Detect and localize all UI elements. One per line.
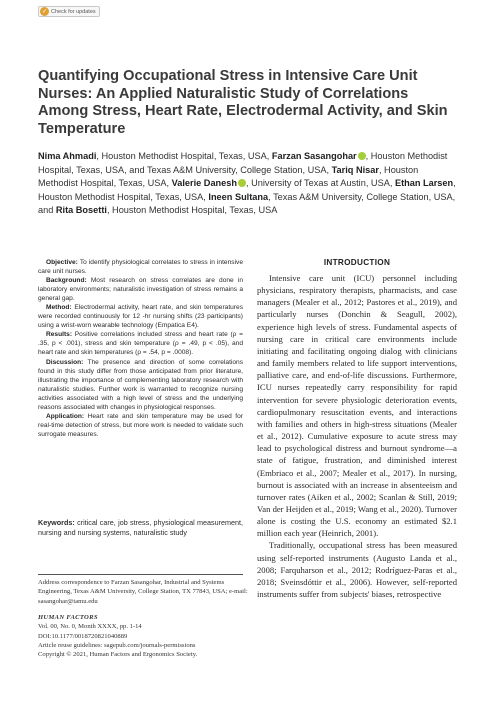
body-column <box>257 258 457 600</box>
author-list <box>38 150 458 218</box>
abstract-text: To identify physiological correlates to stress in intensive care unit nurses. <box>38 259 243 276</box>
author-affiliation: , Houston Methodist Hospital, Texas, USA <box>106 205 278 216</box>
author-affiliation: , Houston Methodist Hospital, Texas, USA, <box>38 178 456 202</box>
abstract-label: Application: <box>46 412 85 420</box>
abstract-paragraph <box>38 358 243 412</box>
abstract-paragraph <box>38 258 243 276</box>
author-affiliation: , University of Texas at Austin, USA, <box>246 178 395 189</box>
abstract-paragraph <box>38 276 243 303</box>
abstract-paragraph <box>38 303 243 330</box>
issue-info: Vol. 00, No. 0, Month XXXX, pp. 1-14 <box>38 623 142 631</box>
abstract-label: Results: <box>46 331 73 339</box>
abstract-paragraph <box>38 330 243 357</box>
abstract-text: Heart rate and skin temperature may be used for real-time detection of stress, but more work is needed to validate such surrogate measures. <box>38 412 243 438</box>
keywords <box>38 518 243 537</box>
orcid-icon[interactable] <box>358 152 366 160</box>
correspondence-note: Address correspondence to Farzan Sasangohar, Industrial and Systems Engineering, Texas A&M University, College Station, TX 77843, USA; e-mail: sasangohar@tamu.edu <box>38 579 248 605</box>
article-title: Quantifying Occupational Stress in Intensive Care Unit Nurses: An Applied Naturalistic Study of Correlations Among Stress, Heart Rate, Electrodermal Activity, and Skin Temperature <box>38 68 448 137</box>
badge-label: Check for updates <box>51 8 96 15</box>
abstract-label: Objective: <box>46 259 78 266</box>
abstract-text: Most research on stress correlates are done in laboratory environments; naturalistic investigation of stress remains a general gap. <box>38 277 243 303</box>
abstract-label: Method: <box>46 304 72 312</box>
introduction-text <box>257 272 457 600</box>
section-heading-introduction: INTRODUCTION <box>323 258 391 267</box>
author-name: Tariq Nisar <box>331 164 379 175</box>
author-name: Farzan Sasangohar <box>271 151 357 161</box>
abstract-paragraph <box>38 412 243 439</box>
keywords-text: critical care, job stress, physiological measurement, nursing and nursing systems, naturalistic study <box>38 518 243 537</box>
journal-name: HUMAN FACTORS <box>38 614 98 622</box>
orcid-icon[interactable] <box>238 179 246 187</box>
author-name: Valerie Danesh <box>171 178 237 189</box>
author-name: Rita Bosetti <box>55 205 107 216</box>
check-updates-icon: ✓ <box>41 8 48 15</box>
abstract-label: Background: <box>46 277 87 285</box>
reuse-guidelines[interactable]: Article reuse guidelines: sagepub.com/journals-permissions <box>38 642 196 650</box>
doi[interactable]: DOI:10.1177/0018720821040889 <box>38 632 128 640</box>
keywords-label: Keywords: <box>38 518 75 527</box>
author-affiliation: , Houston Methodist Hospital, Texas, USA, <box>38 164 419 189</box>
footnote-divider <box>38 574 243 575</box>
footnote <box>38 578 248 660</box>
abstract-label: Discussion: <box>46 358 84 366</box>
abstract-text: Positive correlations included stress and heart rate (ρ = .35, p < .001), stress and skin temperature (ρ = .49, p < .05), and heart rate and skin temperatures (ρ = .54, p = .0008). <box>38 331 243 357</box>
abstract-text: Electrodermal activity, heart rate, and skin temperatures were recorded continuously for 12 -hr nursing shifts (23 participants) using a wrist-worn wearable technology (Empatica E4). <box>38 304 243 330</box>
intro-paragraph: Traditionally, occupational stress has been measured using self-reported instruments (Augusto Landa et al., 2008; Farquharson et al., 2012; Rodríguez-Paras et al., 2018; Sveinsdóttir et al., 2006). However, self-reported instruments suffer from subjects' biases, retrospective <box>257 540 457 600</box>
author-name: Nima Ahmadi <box>38 151 97 161</box>
author-affiliation: , Houston Methodist Hospital, Texas, USA, <box>96 151 272 161</box>
abstract <box>38 258 243 439</box>
author-name: Ethan Larsen <box>394 178 454 189</box>
abstract-text: The presence and direction of some correlations found in this study differ from those anticipated from prior literature, illustrating the importance of complementing laboratory research with naturalistic studies. Further work is warranted to recognize nursing activities associated with a high level of stress and the underlying reasons associated with changes in physiological responses. <box>38 358 243 411</box>
author-name: Ineen Sultana <box>208 191 269 202</box>
check-for-updates-badge[interactable] <box>38 6 100 17</box>
intro-paragraph: Intensive care unit (ICU) personnel including physicians, respiratory therapists, pharmacists, and case managers (Mealer et al., 2012; Pastores et al., 2019), and particularly nurses (Donchin & Seagull, 2002), experience high levels of stress. Fundamental aspects of nursing care in critical care environments include initiating and facilitating ongoing dialog with clinicians and family members related to life support interventions, palliative care, and end-of-life discussions. Furthermore, ICU nurses repeatedly carry responsibility for rapid intervention for severe physiologic deterioration events, cardiopulmonary resuscitation events, and interactions with families and others in high-stress situations (Mealer et al., 2012). Cumulative exposure to acute stress may lead to psychological distress and burnout syndrome—a state of fatigue, frustration, and diminished interest (Embriaco et al., 2007; Mealer et al., 2017). In nursing, burnout is associated with an increase in absenteeism and turnover rates (Aiken et al., 2002; Scanlan & Still, 2019; Van der Heijden et al., 2019; Wang et al., 2020). Turnover alone is costing the U.S. economy an estimated $2.1 million each year (Heinrich, 2001). <box>257 273 457 539</box>
copyright: Copyright © 2021, Human Factors and Ergonomics Society. <box>38 651 198 659</box>
author-affiliation: , Texas A&M University, College Station, USA, and <box>38 191 456 216</box>
author-affiliation: , Houston Methodist Hospital, Texas, USA, and Texas A&M University, College Station, USA, <box>38 151 448 175</box>
